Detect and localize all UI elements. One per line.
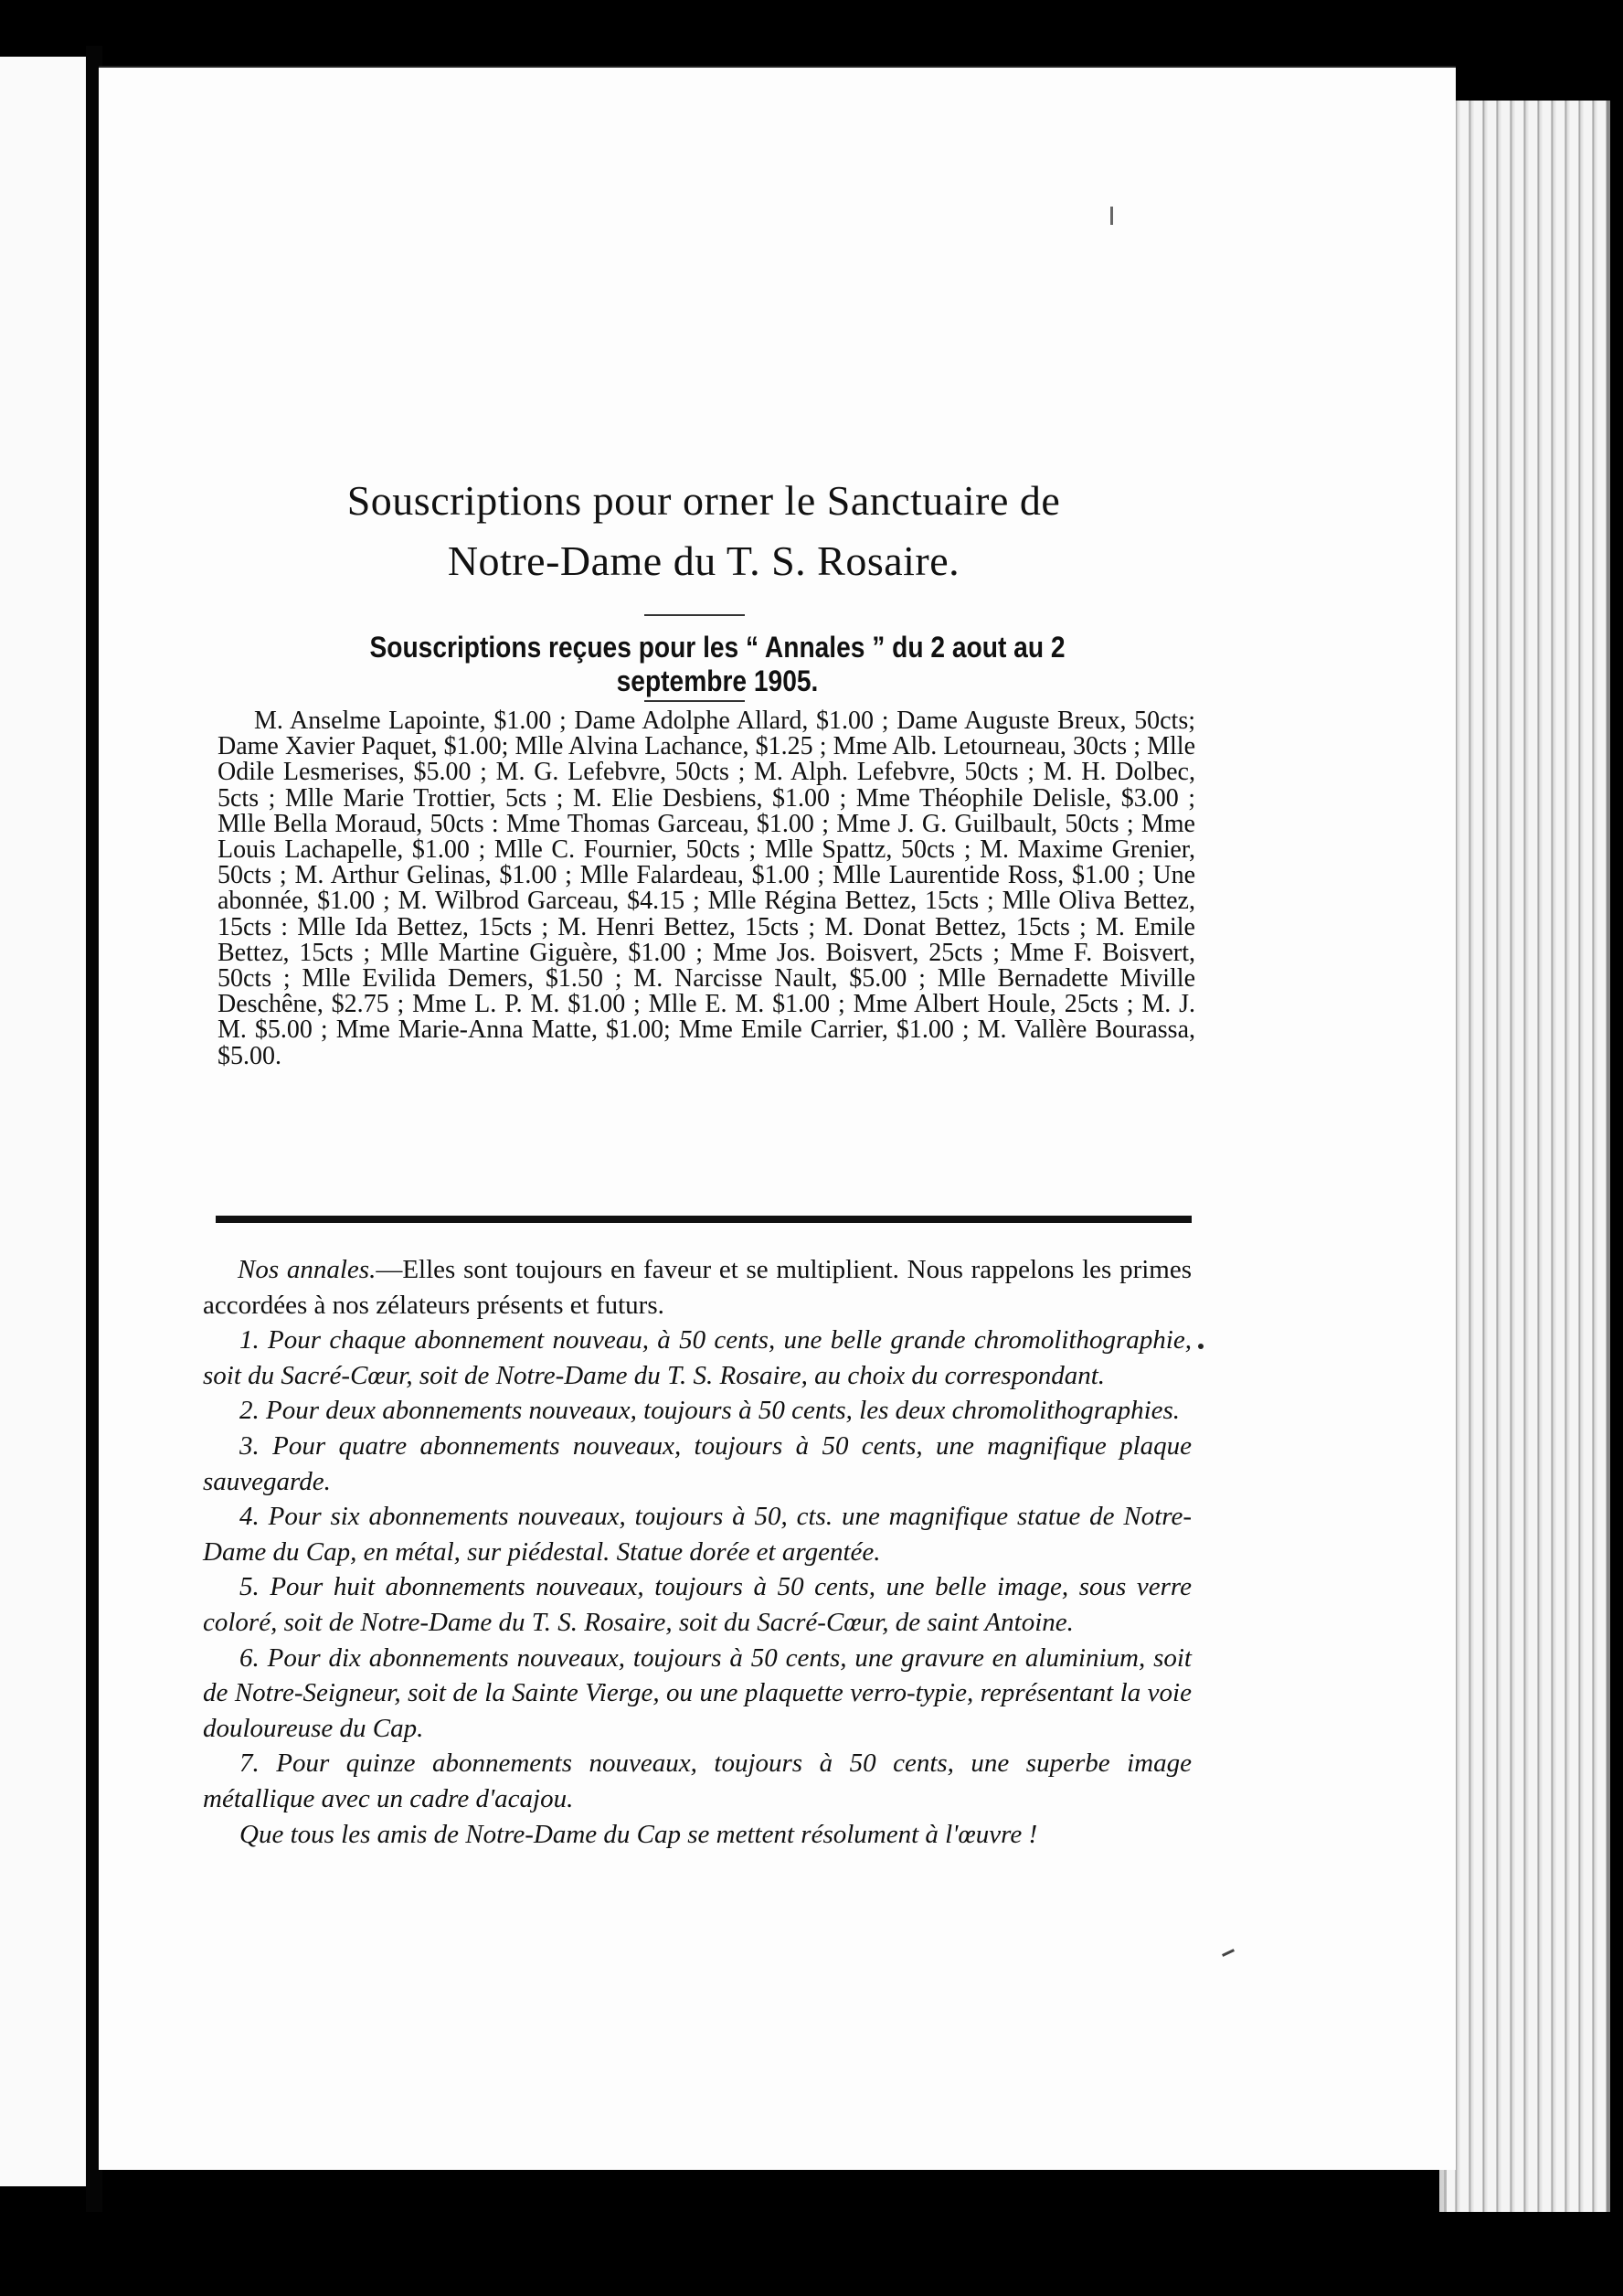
title-rule	[644, 614, 745, 616]
notes-intro-label: Nos annales.	[238, 1255, 377, 1284]
notes-item-1: 1. Pour chaque abonnement nouveau, à 50 cents, une belle grande chromolithographie, soit du Sacré-Cœur, soit de Notre-Dame du T. S. Rosaire, au choix du correspondant.	[203, 1325, 1192, 1390]
title-line-1: Souscriptions pour orner le Sanctuaire de	[346, 477, 1061, 524]
subtitle: Souscriptions reçues pour les “ Annales ” du 2 aout au 2 septembre 1905.	[369, 631, 1066, 697]
notes-closing: Que tous les amis de Notre-Dame du Cap se mettent résolument à l'œuvre !	[239, 1819, 1038, 1849]
notes-intro-text: —Elles sont toujours en faveur et se multiplient. Nous rappelons les primes accordées à nos zélateurs présents et futurs.	[203, 1255, 1193, 1320]
book-fore-edge	[1444, 101, 1610, 2212]
notes-item-3: 3. Pour quatre abonnements nouveaux, toujours à 50 cents, une magnifique plaque sauvegarde.	[203, 1430, 1192, 1496]
notes-intro	[203, 1252, 1192, 1323]
previous-page-edge	[0, 57, 91, 2186]
subscriber-list: M. Anselme Lapointe, $1.00 ; Dame Adolphe Allard, $1.00 ; Dame Auguste Breux, 50cts; Dame Xavier Paquet, $1.00; Mlle Alvina Lachance, $1.25 ; Mme Alb. Letourneau, 30cts ; Mlle Odile Lesmerises, $5.00 ; M. G. Lefebvre, 50cts ; M. Alph. Lefebvre, 50cts ; M. H. Dolbec, 5cts ; Mlle Marie Trottier, 5cts ; M. Elie Desbiens, $1.00 ; Mme Théophile Delisle, $3.00 ; Mlle Bella Moraud, 50cts : Mme Thomas Garceau, $1.00 ; Mme J. G. Guilbault, 50cts ; Mme Louis Lachapelle, $1.00 ; Mlle C. Fournier, 50cts ; Mlle Spattz, 50cts ; M. Maxime Grenier, 50cts ; M. Arthur Gelinas, $1.00 ; Mlle Falardeau, $1.00 ; Mlle Laurentide Ross, $1.00 ; Une abonnée, $1.00 ; M. Wilbrod Garceau, $4.15 ; Mlle Régina Bettez, 15cts ; Mlle Oliva Bettez, 15cts : Mlle Ida Bettez, 15cts ; M. Henri Bettez, 15cts ; M. Donat Bettez, 15cts ; M. Emile Bettez, 15cts ; Mlle Martine Giguère, $1.00 ; Mme Jos. Boisvert, 25cts ; Mme F. Boisvert, 50cts ; Mlle Evilida Demers, $1.50 ; M. Narcisse Nault, $5.00 ; Mlle Bernadette Miville Deschêne, $2.75 ; Mme L. P. M. $1.00 ; Mlle E. M. $1.00 ; Mme Albert Houle, 25cts ; M. J. M. $5.00 ; Mme Marie-Anna Matte, $1.00; Mme Emile Carrier, $1.00 ; M. Vallère Bourassa, $5.00.	[217, 707, 1195, 1070]
notes-item-2: 2. Pour deux abonnements nouveaux, toujours à 50 cents, les deux chromolithographies.	[239, 1396, 1181, 1426]
notes-item-6: 6. Pour dix abonnements nouveaux, toujours à 50 cents, une gravure en aluminium, soit de Notre-Seigneur, soit de la Sainte Vierge, ou une plaquette verro-typie, représentant la voie douloureuse du Cap.	[203, 1642, 1192, 1743]
notes-section	[203, 1252, 1192, 1852]
notes-item-7: 7. Pour quinze abonnements nouveaux, toujours à 50 cents, une superbe image métallique avec un cadre d'acajou.	[203, 1749, 1192, 1813]
notes-item-5: 5. Pour huit abonnements nouveaux, toujours à 50 cents, une belle image, sous verre coloré, soit de Notre-Dame du T. S. Rosaire, soit du Sacré-Cœur, de saint Antoine.	[203, 1572, 1192, 1637]
section-divider	[216, 1216, 1192, 1223]
subtitle-rule	[644, 700, 745, 702]
page	[99, 66, 1456, 2170]
page-title	[219, 471, 1188, 591]
notes-item-4: 4. Pour six abonnements nouveaux, toujours à 50, cts. une magnifique statue de Notre-Dame du Cap, en métal, sur piédestal. Statue dorée et argentée.	[203, 1502, 1192, 1567]
title-line-2: Notre-Dame du T. S. Rosaire.	[447, 537, 960, 584]
print-mark	[1110, 207, 1113, 225]
print-speck	[1198, 1344, 1204, 1349]
